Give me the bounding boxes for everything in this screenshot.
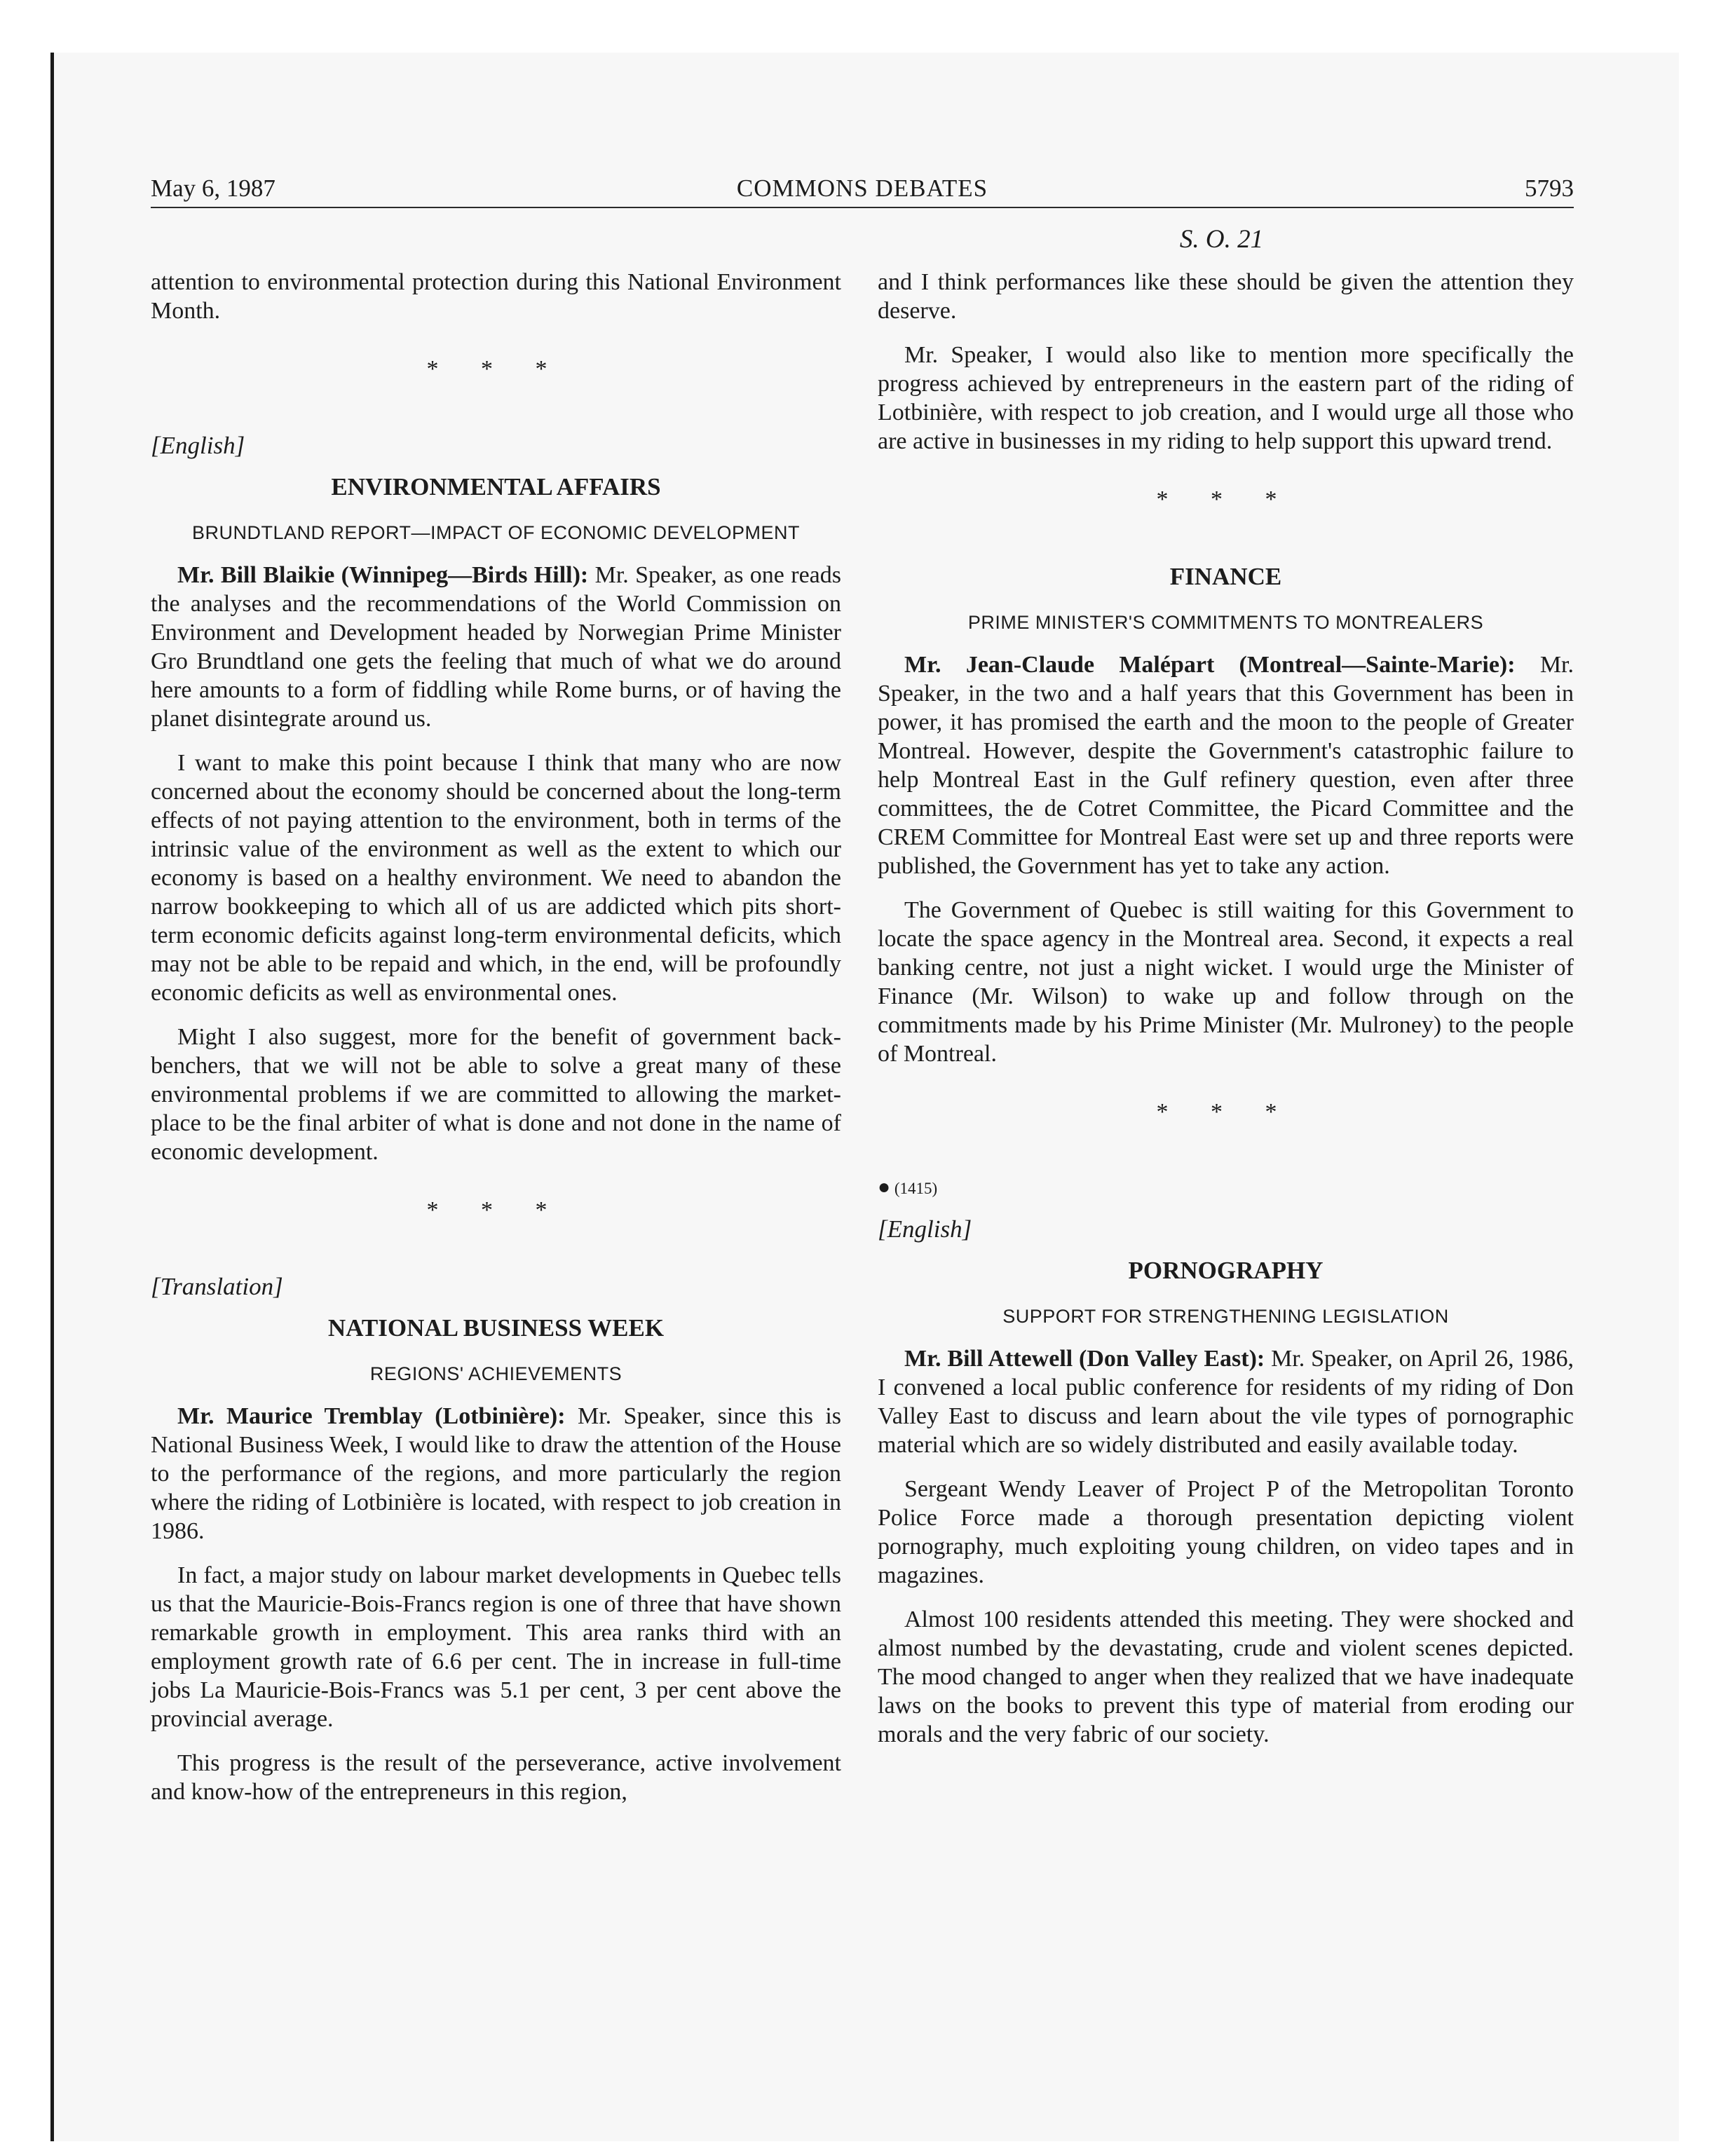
binding-edge	[50, 53, 54, 2141]
statement-paragraph: This progress is the result of the perseverance, active involvement and know-how of the entrepreneurs in this region,	[151, 1750, 841, 1805]
section-separator: * * *	[426, 1197, 566, 1223]
statement-paragraph: In fact, a major study on labour market developments in Quebec tells us that the Mauricie-Bois-Francs region is one of three that have shown remarkable growth in employment. This area ranks third with an employment growth rate of 6.6 per cent. The in increase in full-time jobs La Mauricie-Bois-Francs was 5.1 per cent, 3 per cent above the provincial average.	[151, 1562, 841, 1732]
speaker-name: Mr. Maurice Tremblay (Lotbinière):	[177, 1403, 566, 1429]
time-marker-text: (1415)	[894, 1180, 938, 1197]
section-subheading: PRIME MINISTER'S COMMITMENTS TO MONTREALERS	[967, 612, 1484, 633]
speaker-name: Mr. Bill Blaikie (Winnipeg—Birds Hill):	[177, 562, 589, 588]
statement-pornography	[878, 1214, 1574, 1749]
speaker-name: Mr. Bill Attewell (Don Valley East):	[904, 1346, 1265, 1372]
language-marker: [English]	[878, 1215, 972, 1243]
statement-paragraph: Might I also suggest, more for the benefit of government back-benchers, that we will not be able to solve a great many of these environmental problems if we are committed to allowing the market-place to be the final arbiter of what is done and not done in the name of economic development.	[151, 1024, 841, 1165]
paragraph-text: Mr. Speaker, as one reads the analyses and the recommendations of the World Commission on Environment and Development headed by Norwegian Prime Minister Gro Brundtland one gets the feeling that much of what we do around here amounts to a form of fiddling while Rome burns, or of having the planet disintegrate around us.	[151, 562, 841, 732]
right-column	[878, 268, 1574, 1764]
paragraph-text: Mr. Speaker, on April 26, 1986, I convened a local public conference for residents of my riding of Don Valley East to discuss and learn about the vile types of pornographic material which are so widely distributed and easily available today.	[878, 1346, 1574, 1458]
statement-paragraph	[878, 1344, 1574, 1459]
running-header	[151, 170, 1574, 208]
section-separator: * * *	[1156, 486, 1295, 512]
header-date: May 6, 1987	[151, 175, 275, 202]
language-marker: [English]	[151, 432, 245, 459]
statement-paragraph: I want to make this point because I think that many who are now concerned about the economy should be concerned about the long-term effects of not paying attention to the environment, both in terms of the intrinsic value of the environment as well as the extent to which our economy is based on a healthy environment. We need to abandon the narrow bookkeeping to which all of us are addicted which pits short-term economic deficits against long-term environmental deficits, which may not be able to be repaid and which, in the end, will be profoundly economic deficits as well as environmental ones.	[151, 750, 841, 1006]
language-marker: [Translation]	[151, 1273, 283, 1300]
continuation-paragraph: attention to environmental protection during this National Environment Month.	[151, 269, 841, 324]
section-subheading: BRUNDTLAND REPORT—IMPACT OF ECONOMIC DEVELOPMENT	[191, 522, 801, 543]
section-heading: FINANCE	[1169, 563, 1282, 590]
section-subheading: REGIONS' ACHIEVEMENTS	[369, 1363, 622, 1384]
section-heading: ENVIRONMENTAL AFFAIRS	[331, 473, 661, 500]
publication-title: COMMONS DEBATES	[736, 175, 988, 202]
statement-paragraph: Almost 100 residents attended this meeting. They were shocked and almost numbed by the devastating, crude and violent scenes depicted. The mood changed to anger when they realized that we have inadequate laws on the books to prevent this type of material from eroding our morals and the very fabric of our society.	[878, 1606, 1574, 1747]
bullet-icon: ●	[878, 1175, 891, 1199]
time-marker	[878, 1173, 1574, 1203]
section-separator: * * *	[1156, 1099, 1295, 1125]
statement-paragraph	[151, 561, 841, 733]
section-subheading: SUPPORT FOR STRENGTHENING LEGISLATION	[1002, 1306, 1449, 1327]
section-separator: * * *	[426, 356, 566, 382]
statement-paragraph: The Government of Quebec is still waiting for this Government to locate the space agency in the Montreal area. Second, it expects a real banking centre, not just a night wicket. I would urge the Minister of Finance (Mr. Wilson) to wake up and follow through on the commitments made by his Prime Minister (Mr. Mulroney) to the people of Montreal.	[878, 897, 1574, 1067]
statement-national-business-week	[151, 1271, 841, 1806]
section-heading: PORNOGRAPHY	[1128, 1257, 1324, 1284]
statement-paragraph: Sergeant Wendy Leaver of Project P of the Metropolitan Toronto Police Force made a thorough presentation depicting violent pornography, much exploiting young children, on video tapes and in magazines.	[878, 1476, 1574, 1588]
statement-paragraph	[878, 650, 1574, 880]
statement-environmental-affairs	[151, 430, 841, 1166]
speaker-name: Mr. Jean-Claude Malépart (Montreal—Sainte-Marie):	[904, 652, 1516, 678]
statement-finance	[878, 561, 1574, 1068]
continuation-paragraph: and I think performances like these should be given the attention they deserve.	[878, 269, 1574, 324]
standing-order-mark: S. O. 21	[1179, 225, 1264, 254]
left-column	[151, 268, 841, 1822]
statement-paragraph: Mr. Speaker, I would also like to mention more specifically the progress achieved by entrepreneurs in the eastern part of the riding of Lotbinière, with respect to job creation, and I would urge all those who are active in businesses in my riding to help support this upward trend.	[878, 342, 1574, 454]
paragraph-text: Mr. Speaker, in the two and a half years that this Government has been in power, it has promised the earth and the moon to the people of Greater Montreal. However, despite the Government's catastrophic failure to help Montreal East in the Gulf refinery question, even after three committees, the de Cotret Committee, the Picard Committee and the CREM Committee for Montreal East were set up and three reports were published, the Government has yet to take any action.	[878, 652, 1574, 879]
section-heading: NATIONAL BUSINESS WEEK	[327, 1314, 665, 1342]
paragraph-text: Mr. Speaker, since this is National Business Week, I would like to draw the attention of the House to the performance of the regions, and more particularly the region where the riding of Lotbinière is located, with respect to job creation in 1986.	[151, 1403, 842, 1544]
page-number: 5793	[1525, 175, 1574, 202]
statement-paragraph	[151, 1402, 841, 1546]
